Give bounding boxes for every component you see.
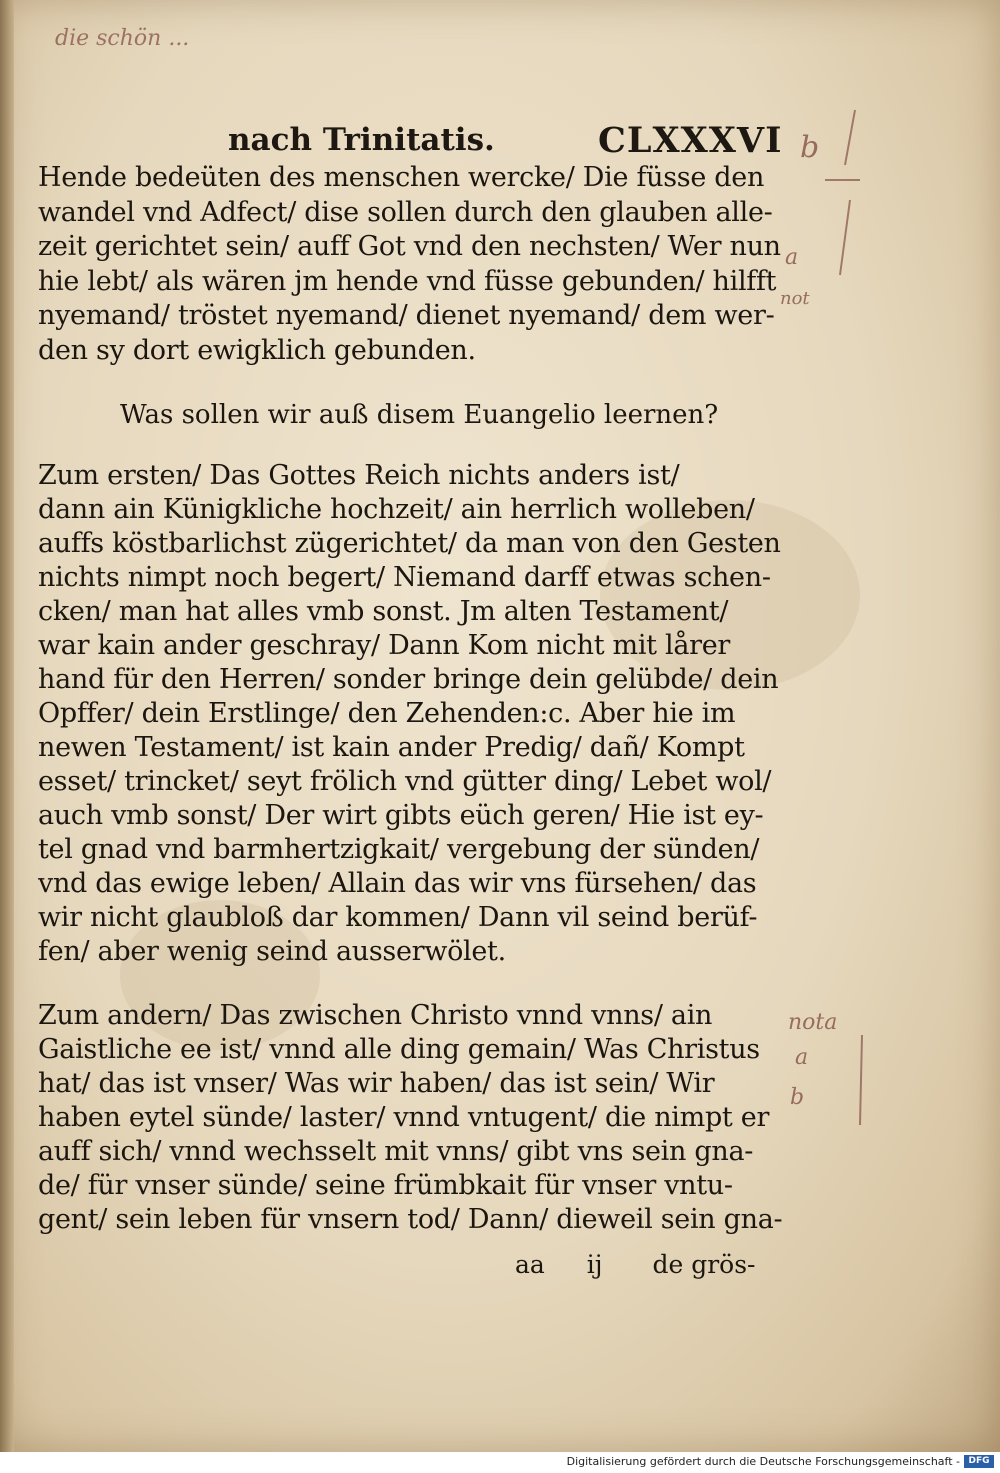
funding-credit: Digitalisierung gefördert durch die Deutsche Forschungsgemeinschaft - — [566, 1455, 960, 1468]
margin-note: nota — [788, 1010, 838, 1035]
text-line: newen Testament/ ist kain ander Predig/ dañ/ Kompt — [38, 732, 745, 763]
footer-bar — [0, 1452, 1000, 1473]
margin-note: a — [795, 1045, 809, 1070]
text-line: cken/ man hat alles vmb sonst. Jm alten Testament/ — [38, 596, 729, 627]
paragraph-intro — [38, 162, 798, 369]
text-line: war kain ander geschray/ Dann Kom nicht mit lårer — [38, 630, 731, 661]
margin-stroke — [815, 105, 875, 285]
text-line: hat/ das ist vnser/ Was wir haben/ das ist sein/ Wir — [38, 1068, 715, 1099]
text-line: haben eytel sünde/ laster/ vnnd vntugent/ die nimpt er — [38, 1102, 770, 1133]
text-line: Hende bedeüten des menschen wercke/ Die füsse den — [38, 162, 765, 193]
text-line: dann ain Künigkliche hochzeit/ ain herrlich wolleben/ — [38, 494, 755, 525]
text-line: den sy dort ewigklich gebunden. — [38, 334, 476, 366]
text-line: nichts nimpt noch begert/ Niemand darff etwas schen- — [38, 562, 771, 593]
text-line: auff sich/ vnnd wechsselt mit vnns/ gibt vns sein gna- — [38, 1136, 754, 1167]
text-line: zeit gerichtet sein/ auff Got vnd den nechsten/ Wer nun — [38, 231, 781, 262]
text-line: de/ für vnser sünde/ seine frümbkait für vnser vntu- — [38, 1170, 733, 1201]
margin-note: b — [800, 130, 820, 165]
section-question: Was sollen wir auß disem Euangelio leernen? — [120, 400, 719, 430]
text-line: Gaistliche ee ist/ vnnd alle ding gemain/ Was Christus — [38, 1034, 760, 1065]
text-line: gent/ sein leben für vnsern tod/ Dann/ dieweil sein gna- — [38, 1204, 783, 1235]
running-title: nach Trinitatis. — [228, 122, 495, 158]
text-line: fen/ aber wenig seind ausserwölet. — [38, 936, 506, 967]
leaf-number: ij — [586, 1250, 603, 1279]
dfg-logo-icon: DFG — [964, 1455, 994, 1468]
paragraph-zum-ersten — [38, 460, 798, 970]
text-line: vnd das ewige leben/ Allain das wir vns fürsehen/ das — [38, 868, 757, 899]
margin-note: not — [780, 288, 810, 309]
paragraph-zum-andern — [38, 1000, 798, 1238]
text-line: hie lebt/ als wären jm hende vnd füsse gebunden/ hilfft — [38, 265, 777, 297]
page-gutter — [0, 0, 14, 1452]
text-line: Zum ersten/ Das Gottes Reich nichts anders ist/ — [38, 460, 680, 491]
text-line: auffs köstbarlichst zügerichtet/ da man von den Gesten — [38, 528, 781, 559]
text-line: auch vmb sonst/ Der wirt gibts eüch geren/ Hie ist ey- — [38, 800, 764, 831]
margin-stroke — [840, 1030, 880, 1130]
text-line: tel gnad vnd barmhertzigkait/ vergebung der sünden/ — [38, 834, 760, 865]
text-line: Opffer/ dein Erstlinge/ den Zehenden:c. Aber hie im — [38, 698, 736, 729]
margin-note: a — [785, 245, 799, 270]
catchword: de grös- — [652, 1250, 756, 1279]
text-line: wandel vnd Adfect/ dise sollen durch den glauben alle- — [38, 196, 773, 228]
text-line: esset/ trincket/ seyt frölich vnd gütter ding/ Lebet wol/ — [38, 766, 772, 797]
signature-line — [515, 1250, 756, 1279]
text-line: Zum andern/ Das zwischen Christo vnnd vnns/ ain — [38, 1000, 713, 1031]
text-line: wir nicht glaubloß dar kommen/ Dann vil seind berüf- — [38, 902, 758, 933]
quire-signature: aa — [515, 1250, 545, 1279]
margin-note: b — [790, 1085, 805, 1110]
folio-number: CLXXXVI — [598, 120, 783, 161]
handwritten-note: die schön ... — [55, 26, 190, 51]
text-line: nyemand/ tröstet nyemand/ dienet nyemand/ dem wer- — [38, 300, 775, 331]
text-line: hand für den Herren/ sonder bringe dein gelübde/ dein — [38, 664, 779, 695]
